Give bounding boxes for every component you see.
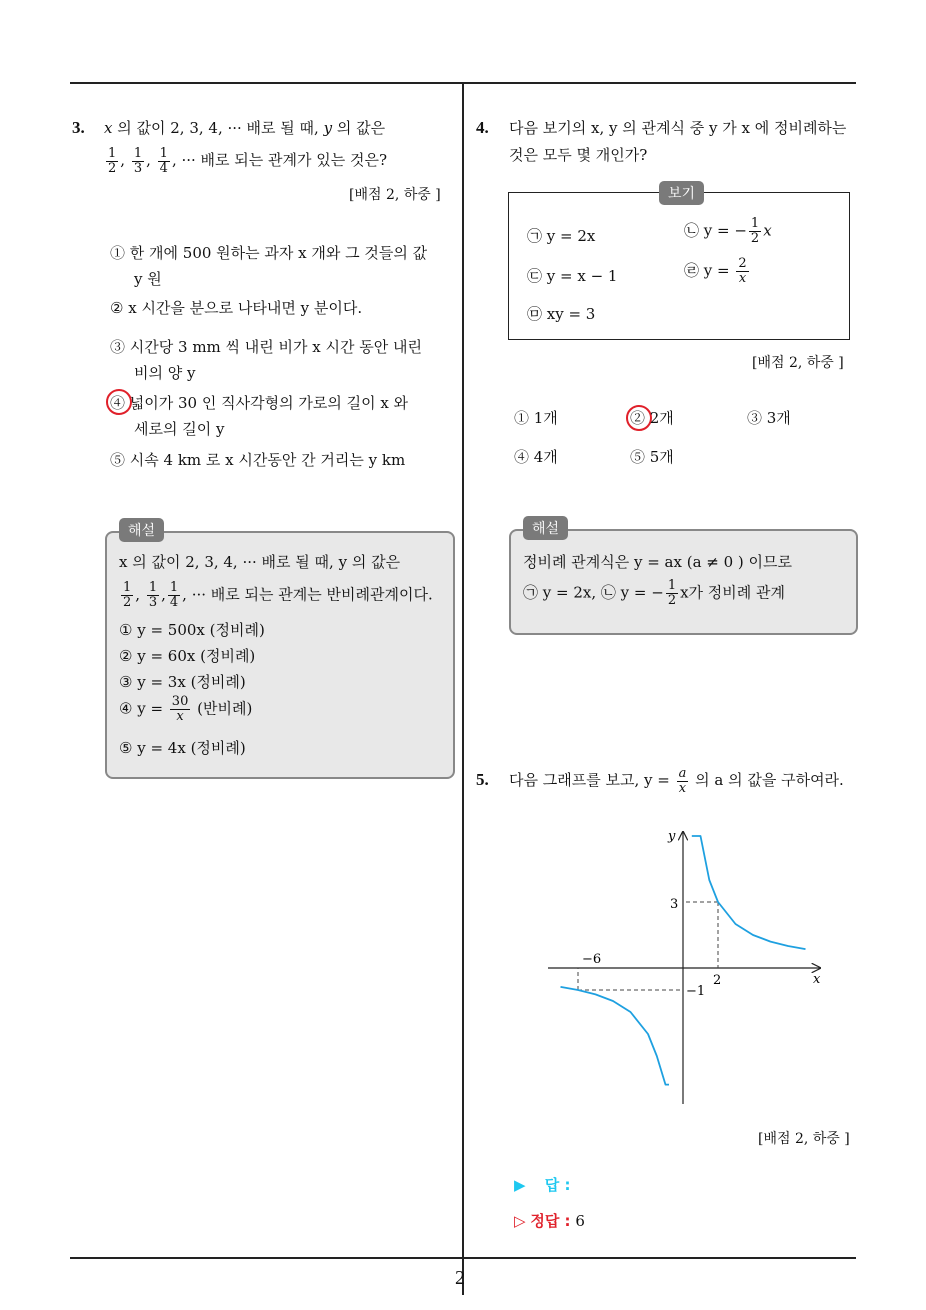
answer-input[interactable] <box>582 1172 782 1194</box>
q3-option-3-cont: 비의 양 y <box>134 364 196 382</box>
inverse-proportion-graph <box>540 820 840 1110</box>
question-4-score: [배점 2, 하중 ] <box>752 355 844 371</box>
page-number: 2 <box>455 1267 465 1289</box>
question-5-number: 5. <box>476 770 489 789</box>
q3-option-4-cont: 세로의 길이 y <box>134 420 225 438</box>
question-4-number: 4. <box>476 118 489 137</box>
question-3-number: 3. <box>72 118 85 137</box>
tick-label-3: 3 <box>670 897 679 912</box>
bogi-item-5: ㉤ xy = 3 <box>527 305 596 323</box>
answer-label: 답 : <box>544 1176 571 1194</box>
q4-expl-line2: ㉠ y = 2x, ㉡ y = − $\frac{1}{2}$ x가 정비례 관계 <box>523 578 786 608</box>
tick-label-neg1: −1 <box>686 984 706 999</box>
bogi-box <box>508 192 850 340</box>
q4-option-2[interactable]: ② 2개 <box>630 409 674 427</box>
q3-option-4[interactable]: ④ 넓이가 30 인 직사각형의 가로의 길이 x 와 <box>110 394 409 412</box>
question-4-line1: 다음 보기의 x, y 의 관계식 중 y 가 x 에 정비례하는 <box>509 119 847 137</box>
bogi-item-1: ㉠ y = 2x <box>527 227 596 245</box>
q3-expl-item-2: ② y = 60x (정비례) <box>119 647 256 665</box>
q3-option-5[interactable]: ⑤ 시속 4 km 로 x 시간동안 간 거리는 y km <box>110 451 406 469</box>
q3-expl-line2: $\frac{1}{2}$ , $\frac{1}{3}$ , $\frac{1}{4}$ , ··· 배로 되는 관계는 반비례관계이다. <box>123 580 433 610</box>
q4-explanation-tag: 해설 <box>523 516 568 540</box>
curve-branch-2 <box>561 987 670 1085</box>
question-5-score: [배점 2, 하중 ] <box>758 1131 850 1147</box>
x-axis-label: x <box>813 972 821 987</box>
question-3-text: x 의 값이 2, 3, 4, ··· 배로 될 때, y 의 값은 <box>104 119 386 137</box>
q3-option-3[interactable]: ③ 시간당 3 mm 씩 내린 비가 x 시간 동안 내린 <box>110 338 422 356</box>
column-divider <box>462 83 464 1295</box>
answer-row <box>514 1174 571 1195</box>
q4-explanation-box <box>509 529 858 635</box>
y-axis-label: y <box>668 829 676 844</box>
question-4-line2: 것은 모두 몇 개인가? <box>509 146 648 164</box>
q3-expl-line1: x 의 값이 2, 3, 4, ··· 배로 될 때, y 의 값은 <box>119 553 401 571</box>
q3-expl-item-3: ③ y = 3x (정비례) <box>119 673 246 691</box>
question-5-text: 다음 그래프를 보고, y = $\frac{a}{x}$ 의 a 의 값을 구하여라. <box>509 765 844 796</box>
tick-label-2: 2 <box>713 973 722 988</box>
curve-branch-1 <box>692 836 806 949</box>
correct-arrow-icon: ▷ <box>514 1212 526 1230</box>
q3-option-1-cont: y 원 <box>134 270 162 288</box>
q3-option-1[interactable]: ① 한 개에 500 원하는 과자 x 개와 그 것들의 값 <box>110 244 428 262</box>
bogi-item-2: ㉡ y = − $\frac{1}{2}$ x <box>684 216 772 246</box>
bogi-item-4: ㉣ y = $\frac{2}{x}$ <box>684 256 747 286</box>
tick-label-neg6: −6 <box>582 952 602 967</box>
bogi-item-3: ㉢ y = x − 1 <box>527 267 618 285</box>
question-3-score: [배점 2, 하중 ] <box>349 187 441 203</box>
answer-arrow-icon: ▶ <box>514 1176 526 1194</box>
q3-explanation-tag: 해설 <box>119 518 164 542</box>
q3-expl-item-5: ⑤ y = 4x (정비례) <box>119 739 246 757</box>
q4-option-5[interactable]: ⑤ 5개 <box>630 448 674 466</box>
q3-expl-item-1: ① y = 500x (정비례) <box>119 621 265 639</box>
q4-option-4[interactable]: ④ 4개 <box>514 448 558 466</box>
bogi-tag: 보기 <box>659 181 704 205</box>
q4-expl-line1: 정비례 관계식은 y = ax (a ≠ 0 ) 이므로 <box>523 553 793 571</box>
correct-value: 6 <box>575 1212 585 1230</box>
correct-label: 정답 : <box>530 1212 571 1230</box>
question-3-fractions: $\frac{1}{2}$ , $\frac{1}{3}$ , $\frac{1}{4}$ , ··· 배로 되는 관계가 있는 것은? <box>108 145 388 176</box>
q3-option-2[interactable]: ② x 시간을 분으로 나타내면 y 분이다. <box>110 299 363 317</box>
q3-explanation-box <box>105 531 455 779</box>
q3-expl-item-4: ④ y = $\frac{30}{x}$ (반비례) <box>119 694 253 724</box>
q4-option-1[interactable]: ① 1개 <box>514 409 558 427</box>
q4-option-3[interactable]: ③ 3개 <box>747 409 791 427</box>
correct-answer-row <box>514 1210 585 1231</box>
